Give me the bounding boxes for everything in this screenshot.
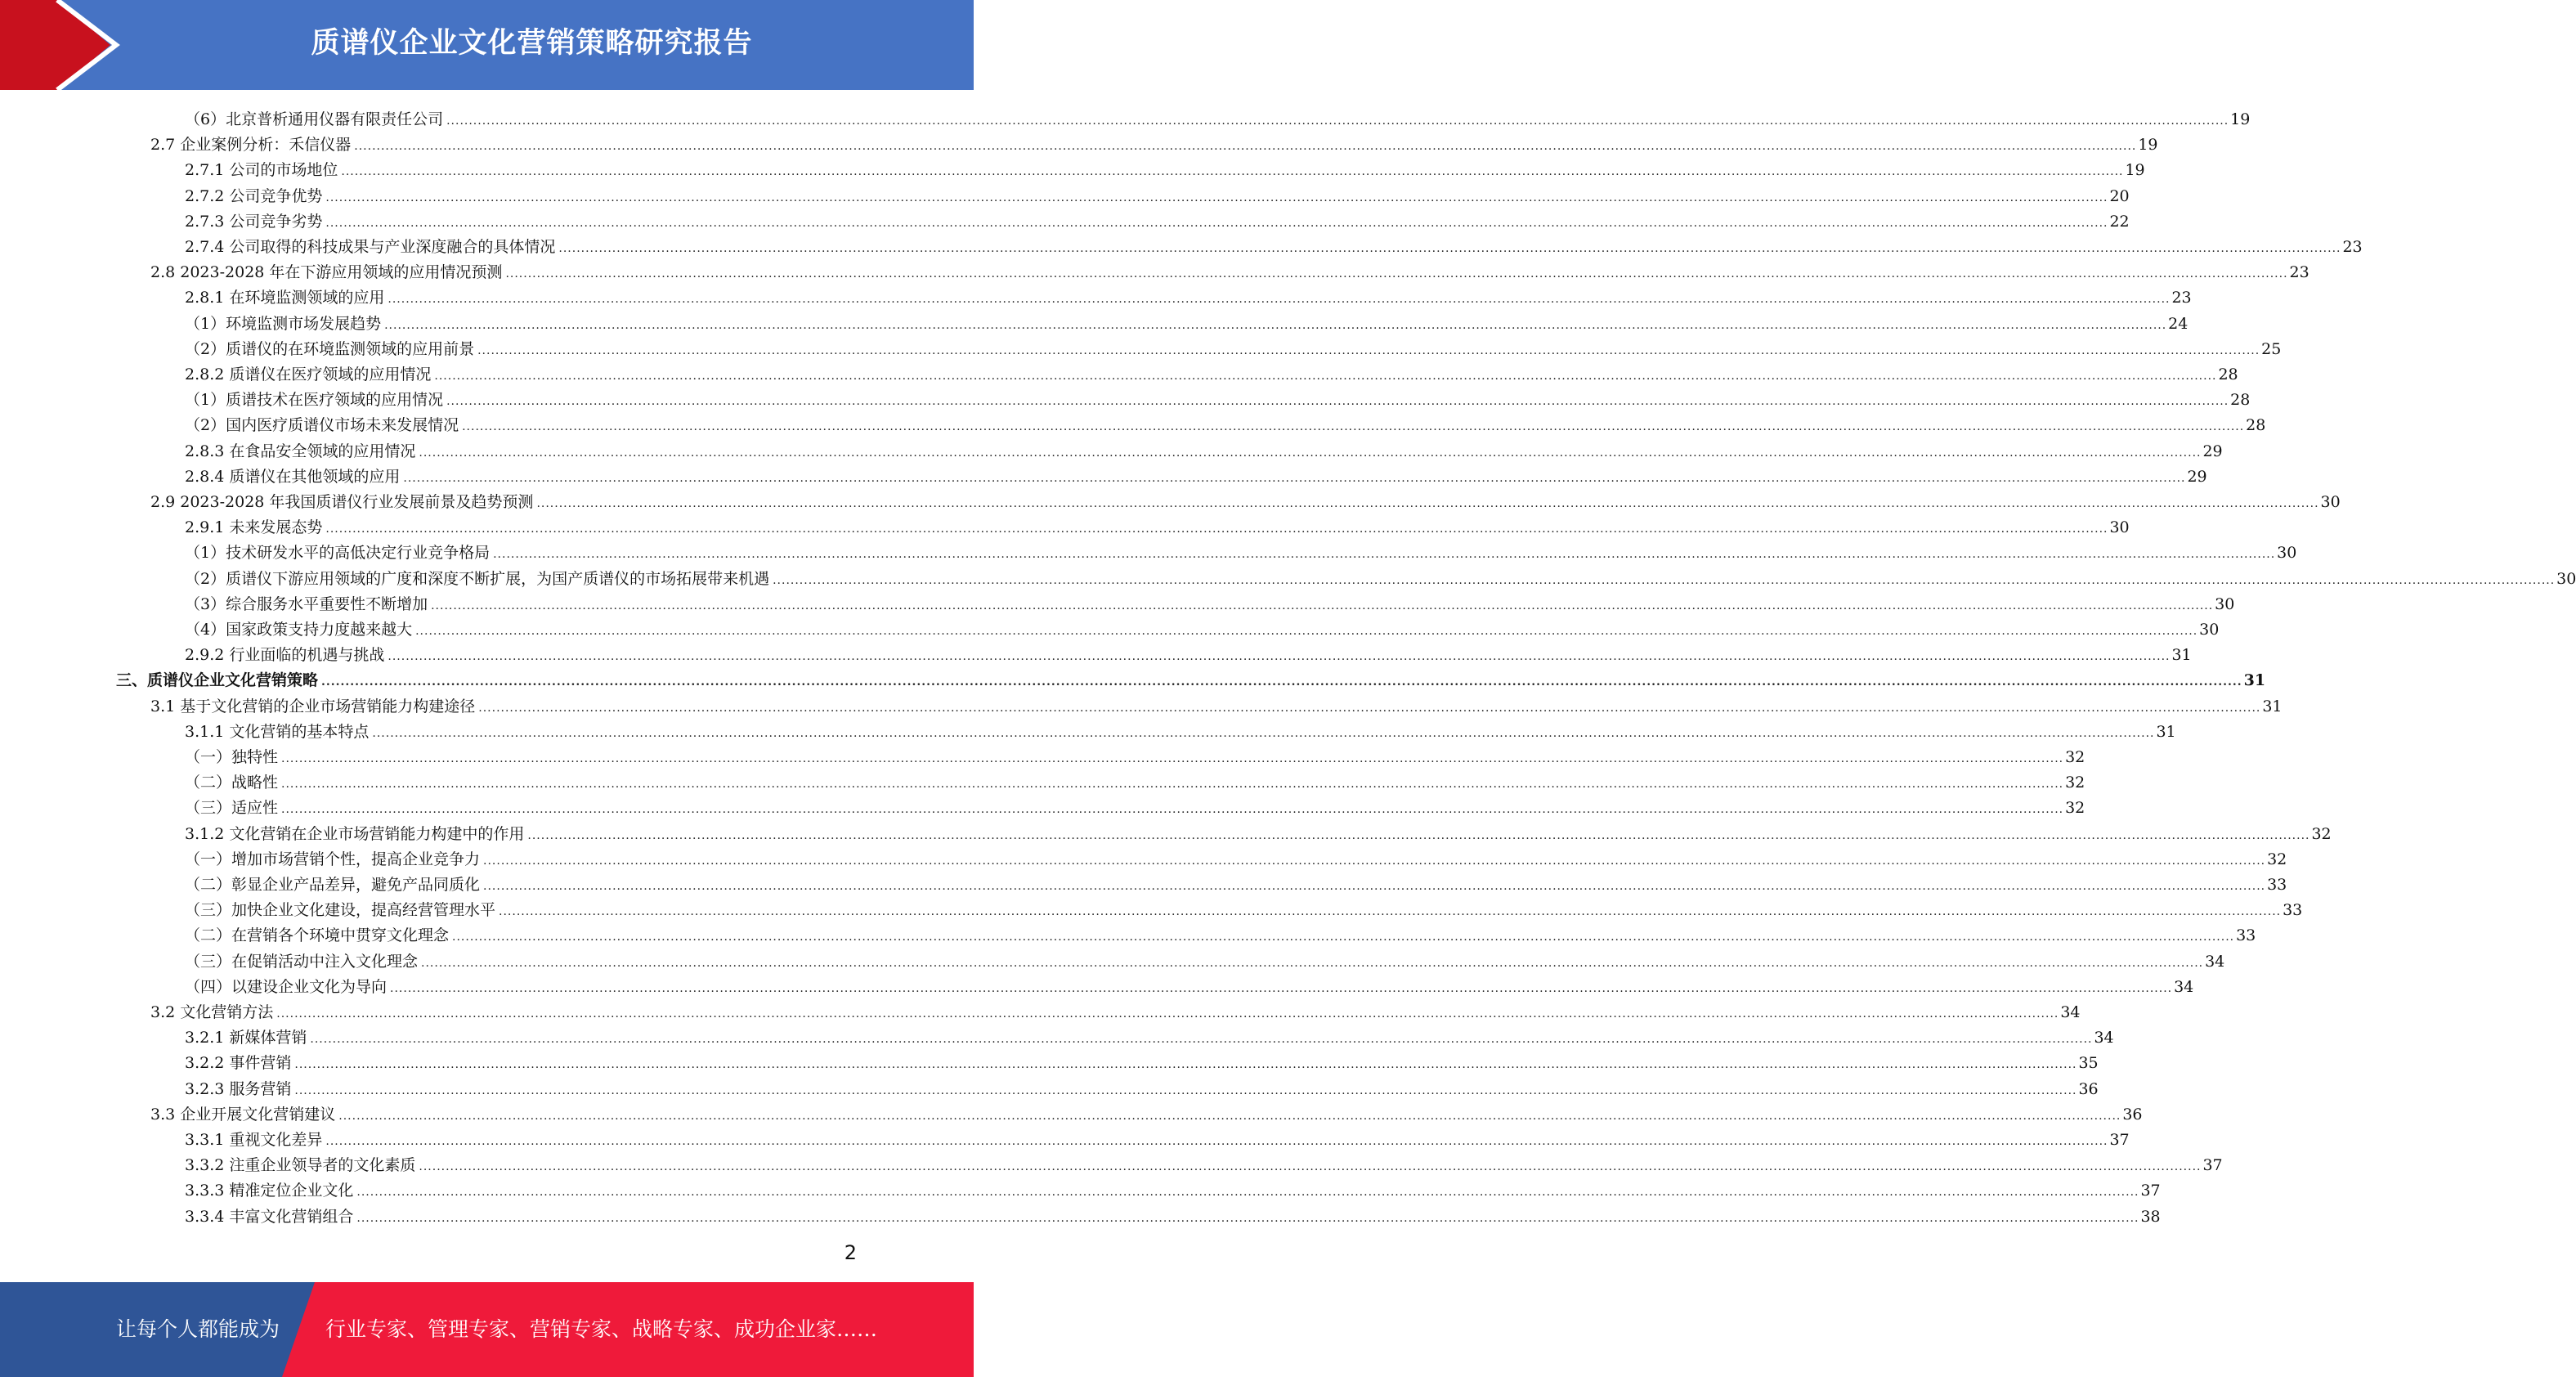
- toc-entry-page: 30: [2556, 569, 2576, 588]
- toc-entry-label: 2.7.2 公司竞争优势: [185, 187, 325, 205]
- toc-entry-page: 23: [2171, 289, 2192, 307]
- toc-entry[interactable]: [185, 383, 2251, 410]
- toc-entry[interactable]: [185, 1124, 2130, 1149]
- toc-entry[interactable]: [185, 154, 2145, 180]
- toc-entry-label: 2.7 企业案例分析：禾信仪器: [150, 136, 354, 154]
- toc-entry-page: 37: [2140, 1182, 2161, 1200]
- toc-entry-label: 3.3.1 重视文化差异: [185, 1131, 325, 1149]
- toc-entry-label: （一）增加市场营销个性，提高企业竞争力: [185, 850, 483, 868]
- toc-entry[interactable]: [185, 307, 2188, 333]
- toc-entry[interactable]: [185, 435, 2223, 460]
- toc-entry-page: 32: [2267, 850, 2287, 868]
- toc-entry-page: 34: [2094, 1029, 2114, 1047]
- toc-entry-page: 31: [2262, 697, 2283, 715]
- toc-entry-label: 2.7.1 公司的市场地位: [185, 161, 341, 179]
- toc-entry[interactable]: [185, 868, 2287, 894]
- toc-entry-page: 24: [2168, 314, 2188, 333]
- report-title: 质谱仪企业文化营销策略研究报告: [311, 27, 753, 60]
- toc-leader-dots: ................................................................................................................................................................................................................................................................................................................................................................................................................: [294, 1058, 2077, 1072]
- toc-entry[interactable]: [185, 1149, 2223, 1175]
- toc-leader-dots: ................................................................................................................................................................................................................................................................................................................................................................................................................: [403, 471, 2186, 485]
- toc-entry-label: 3.3.3 精准定位企业文化: [185, 1182, 356, 1200]
- toc-entry-label: 2.8.1 在环境监测领域的应用: [185, 289, 388, 307]
- toc-entry[interactable]: [185, 231, 2363, 256]
- toc-entry[interactable]: [185, 511, 2130, 537]
- toc-entry[interactable]: [116, 664, 2266, 690]
- toc-entry-page: 30: [2277, 544, 2297, 563]
- toc-entry-page: 29: [2187, 467, 2207, 486]
- toc-entry[interactable]: [185, 563, 2576, 588]
- toc-entry-page: 22: [2109, 212, 2130, 231]
- toc-entry-label: （三）加快企业文化建设，提高经营管理水平: [185, 901, 499, 919]
- toc-leader-dots: ................................................................................................................................................................................................................................................................................................................................................................................................................: [325, 523, 2108, 536]
- toc-entry-page: 32: [2065, 748, 2085, 766]
- toc-entry-page: 37: [2109, 1131, 2130, 1149]
- toc-leader-dots: ................................................................................................................................................................................................................................................................................................................................................................................................................: [356, 1186, 2139, 1200]
- toc-entry-label: （2）质谱仪下游应用领域的广度和深度不断扩展，为国产质谱仪的市场拓展带来机遇: [185, 570, 773, 588]
- toc-leader-dots: ................................................................................................................................................................................................................................................................................................................................................................................................................: [388, 293, 2171, 307]
- toc-entry-label: 2.9.2 行业面临的机遇与挑战: [185, 646, 388, 664]
- toc-entry-page: 23: [2342, 238, 2363, 256]
- toc-entry[interactable]: [185, 103, 2251, 128]
- toc-entry-page: 19: [2125, 161, 2145, 180]
- toc-entry-label: 3.2.2 事件营销: [185, 1054, 294, 1072]
- toc-entry[interactable]: [150, 690, 2283, 715]
- toc-entry-label: 3.1 基于文化营销的企业市场营销能力构建途径: [150, 697, 478, 715]
- toc-entry-page: 31: [2156, 722, 2176, 741]
- toc-leader-dots: ................................................................................................................................................................................................................................................................................................................................................................................................................: [281, 778, 2064, 792]
- toc-entry-page: 34: [2205, 952, 2225, 971]
- toc-entry-page: 29: [2202, 442, 2223, 460]
- toc-entry-label: （二）彰显企业产品差异，避免产品同质化: [185, 876, 483, 894]
- toc-entry-page: 28: [2246, 416, 2266, 435]
- toc-leader-dots: ................................................................................................................................................................................................................................................................................................................................................................................................................: [281, 752, 2064, 765]
- toc-entry[interactable]: [150, 1098, 2143, 1124]
- toc-entry[interactable]: [185, 1047, 2099, 1073]
- toc-entry[interactable]: [185, 536, 2297, 563]
- toc-entry-page: 30: [2215, 594, 2235, 613]
- toc-entry-page: 30: [2109, 518, 2130, 537]
- toc-entry[interactable]: [185, 205, 2130, 231]
- toc-leader-dots: ................................................................................................................................................................................................................................................................................................................................................................................................................: [388, 650, 2171, 664]
- toc-entry[interactable]: [185, 792, 2085, 818]
- toc-entry-page: 35: [2078, 1054, 2099, 1073]
- toc-entry-page: 32: [2065, 799, 2085, 818]
- toc-leader-dots: ................................................................................................................................................................................................................................................................................................................................................................................................................: [325, 1135, 2108, 1148]
- toc-leader-dots: ................................................................................................................................................................................................................................................................................................................................................................................................................: [483, 880, 2266, 893]
- toc-entry[interactable]: [185, 281, 2192, 307]
- toc-entry[interactable]: [150, 128, 2158, 155]
- toc-entry[interactable]: [185, 460, 2207, 486]
- toc-entry-label: 三、质谱仪企业文化营销策略: [116, 671, 321, 689]
- toc-entry[interactable]: [185, 741, 2085, 766]
- toc-entry-label: （四）以建设企业文化为导向: [185, 978, 390, 996]
- toc-entry-label: 2.8.4 质谱仪在其他领域的应用: [185, 468, 403, 486]
- toc-entry-page: 33: [2236, 926, 2256, 945]
- toc-entry[interactable]: [185, 613, 2220, 639]
- footer-slogan-left: 让每个人都能成为: [116, 1317, 280, 1341]
- toc-entry-label: 3.2 文化营销方法: [150, 1003, 276, 1021]
- page-header: [0, 0, 974, 90]
- toc-entry-page: 33: [2283, 901, 2303, 920]
- toc-entry-page: 28: [2218, 366, 2238, 383]
- toc-entry-label: 2.8.2 质谱仪在医疗领域的应用情况: [185, 366, 434, 383]
- toc-leader-dots: ................................................................................................................................................................................................................................................................................................................................................................................................................: [446, 395, 2229, 409]
- toc-entry-label: 3.1.2 文化营销在企业市场营销能力构建中的作用: [185, 825, 527, 843]
- toc-entry[interactable]: [185, 894, 2303, 920]
- toc-leader-dots: ................................................................................................................................................................................................................................................................................................................................................................................................................: [452, 931, 2235, 944]
- toc-entry-label: 2.8 2023-2028 年在下游应用领域的应用情况预测: [150, 263, 505, 281]
- toc-leader-dots: ................................................................................................................................................................................................................................................................................................................................................................................................................: [372, 726, 2155, 740]
- toc-entry-label: 3.2.1 新媒体营销: [185, 1029, 310, 1047]
- toc-leader-dots: ................................................................................................................................................................................................................................................................................................................................................................................................................: [462, 420, 2245, 434]
- toc-entry[interactable]: [185, 971, 2194, 996]
- toc-leader-dots: ................................................................................................................................................................................................................................................................................................................................................................................................................: [325, 191, 2108, 204]
- toc-entry-label: （1）环境监测市场发展趋势: [185, 315, 384, 333]
- toc-leader-dots: ................................................................................................................................................................................................................................................................................................................................................................................................................: [558, 242, 2341, 255]
- toc-entry-page: 28: [2230, 391, 2251, 410]
- toc-entry-label: 2.7.3 公司竞争劣势: [185, 213, 325, 231]
- toc-leader-dots: ................................................................................................................................................................................................................................................................................................................................................................................................................: [281, 803, 2064, 817]
- toc-entry-label: （2）国内医疗质谱仪市场未来发展情况: [185, 416, 462, 434]
- toc-leader-dots: ................................................................................................................................................................................................................................................................................................................................................................................................................: [294, 1083, 2077, 1097]
- toc-entry-label: 2.9 2023-2028 年我国质谱仪行业发展前景及趋势预测: [150, 493, 536, 511]
- toc-entry-page: 31: [2171, 646, 2192, 665]
- toc-leader-dots: ................................................................................................................................................................................................................................................................................................................................................................................................................: [434, 370, 2217, 383]
- toc-entry[interactable]: [185, 1200, 2161, 1226]
- toc-entry-label: （三）适应性: [185, 799, 281, 817]
- toc-leader-dots: ................................................................................................................................................................................................................................................................................................................................................................................................................: [493, 548, 2276, 562]
- toc-entry-label: （2）质谱仪的在环境监测领域的应用前景: [185, 340, 477, 358]
- toc-leader-dots: ................................................................................................................................................................................................................................................................................................................................................................................................................: [321, 675, 2242, 689]
- toc-leader-dots: ................................................................................................................................................................................................................................................................................................................................................................................................................: [356, 1211, 2139, 1225]
- toc-leader-dots: ................................................................................................................................................................................................................................................................................................................................................................................................................: [527, 828, 2310, 842]
- toc-entry[interactable]: [185, 409, 2266, 435]
- toc-leader-dots: ................................................................................................................................................................................................................................................................................................................................................................................................................: [505, 267, 2288, 281]
- toc-entry-page: 25: [2261, 339, 2282, 358]
- toc-entry-page: 37: [2202, 1156, 2223, 1175]
- toc-entry[interactable]: [185, 843, 2287, 868]
- toc-leader-dots: ................................................................................................................................................................................................................................................................................................................................................................................................................: [341, 165, 2124, 179]
- toc-leader-dots: ................................................................................................................................................................................................................................................................................................................................................................................................................: [415, 625, 2198, 638]
- toc-entry-page: 34: [2060, 1003, 2081, 1021]
- toc-entry-page: 30: [2320, 493, 2341, 511]
- toc-leader-dots: ................................................................................................................................................................................................................................................................................................................................................................................................................: [478, 701, 2261, 715]
- toc-entry-label: 2.9.1 未来发展态势: [185, 518, 325, 536]
- toc-entry-label: （三）在促销活动中注入文化理念: [185, 953, 421, 971]
- toc-leader-dots: ................................................................................................................................................................................................................................................................................................................................................................................................................: [419, 1160, 2202, 1174]
- toc-entry-label: （1）质谱技术在医疗领域的应用情况: [185, 391, 446, 409]
- toc-entry[interactable]: [185, 358, 2238, 383]
- toc-leader-dots: ................................................................................................................................................................................................................................................................................................................................................................................................................: [354, 140, 2137, 154]
- toc-entry[interactable]: [185, 945, 2225, 971]
- toc-entry-page: 23: [2289, 263, 2309, 282]
- toc-leader-dots: ................................................................................................................................................................................................................................................................................................................................................................................................................: [325, 216, 2108, 230]
- toc-entry-page: 38: [2140, 1207, 2161, 1226]
- toc-entry-label: （3）综合服务水平重要性不断增加: [185, 595, 431, 613]
- toc-entry[interactable]: [185, 1073, 2099, 1098]
- toc-leader-dots: ................................................................................................................................................................................................................................................................................................................................................................................................................: [446, 114, 2229, 128]
- toc-entry-page: 32: [2311, 824, 2332, 843]
- toc-leader-dots: ................................................................................................................................................................................................................................................................................................................................................................................................................: [477, 343, 2260, 357]
- toc-entry-page: 19: [2138, 136, 2158, 155]
- toc-leader-dots: ................................................................................................................................................................................................................................................................................................................................................................................................................: [390, 981, 2173, 995]
- toc-entry-label: （二）在营销各个环境中贯穿文化理念: [185, 926, 452, 944]
- toc-entry-label: （二）战略性: [185, 774, 281, 792]
- toc-entry[interactable]: [185, 1021, 2114, 1047]
- footer-slogan-right: 行业专家、管理专家、营销专家、战略专家、成功企业家……: [325, 1317, 878, 1341]
- toc-entry[interactable]: [150, 256, 2309, 282]
- toc-entry-label: 2.7.4 公司取得的科技成果与产业深度融合的具体情况: [185, 238, 558, 256]
- toc-entry[interactable]: [185, 715, 2176, 741]
- toc-entry[interactable]: [185, 919, 2256, 945]
- page-footer: [0, 1282, 974, 1377]
- toc-entry[interactable]: [185, 818, 2332, 843]
- toc-entry-label: （1）技术研发水平的高低决定行业竞争格局: [185, 544, 493, 562]
- toc-entry-page: 31: [2243, 671, 2266, 690]
- toc-entry[interactable]: [185, 639, 2192, 665]
- toc-entry-page: 20: [2109, 186, 2130, 205]
- toc-entry-label: 3.3.2 注重企业领导者的文化素质: [185, 1156, 419, 1174]
- toc-entry-page: 36: [2078, 1079, 2099, 1098]
- toc-entry-page: 33: [2267, 876, 2287, 894]
- toc-leader-dots: ................................................................................................................................................................................................................................................................................................................................................................................................................: [431, 599, 2214, 612]
- toc-entry-page: 34: [2174, 977, 2194, 996]
- toc-leader-dots: ................................................................................................................................................................................................................................................................................................................................................................................................................: [310, 1033, 2093, 1047]
- toc-entry-label: 2.8.3 在食品安全领域的应用情况: [185, 442, 419, 460]
- toc-entry[interactable]: [150, 996, 2081, 1021]
- toc-entry[interactable]: [185, 333, 2282, 358]
- toc-entry-page: 32: [2065, 774, 2085, 792]
- toc-entry-label: 3.2.3 服务营销: [185, 1080, 294, 1098]
- toc-leader-dots: ................................................................................................................................................................................................................................................................................................................................................................................................................: [499, 905, 2282, 919]
- toc-leader-dots: ................................................................................................................................................................................................................................................................................................................................................................................................................: [338, 1109, 2121, 1123]
- toc-entry[interactable]: [185, 588, 2235, 613]
- toc-leader-dots: ................................................................................................................................................................................................................................................................................................................................................................................................................: [536, 497, 2319, 510]
- toc-leader-dots: ................................................................................................................................................................................................................................................................................................................................................................................................................: [483, 854, 2266, 868]
- toc-entry-page: 30: [2199, 621, 2220, 639]
- header-arrow-decoration: [0, 0, 131, 90]
- toc-entry[interactable]: [185, 1174, 2161, 1200]
- toc-leader-dots: ................................................................................................................................................................................................................................................................................................................................................................................................................: [421, 956, 2204, 970]
- toc-leader-dots: ................................................................................................................................................................................................................................................................................................................................................................................................................: [276, 1007, 2059, 1020]
- toc-entry-page: 19: [2230, 110, 2251, 128]
- toc-entry-label: （6）北京普析通用仪器有限责任公司: [185, 110, 446, 128]
- toc-entry-label: 3.3 企业开展文化营销建议: [150, 1106, 338, 1124]
- toc-entry-label: 3.3.4 丰富文化营销组合: [185, 1208, 356, 1226]
- toc-entry[interactable]: [185, 180, 2130, 205]
- toc-leader-dots: ................................................................................................................................................................................................................................................................................................................................................................................................................: [419, 446, 2202, 460]
- toc-entry[interactable]: [150, 486, 2341, 511]
- toc-entry-label: （一）独特性: [185, 748, 281, 766]
- toc-entry[interactable]: [185, 766, 2085, 792]
- toc-leader-dots: ................................................................................................................................................................................................................................................................................................................................................................................................................: [384, 318, 2167, 332]
- toc-entry-page: 36: [2122, 1105, 2143, 1124]
- page-number: 2: [844, 1241, 857, 1264]
- toc-entry-label: 3.1.1 文化营销的基本特点: [185, 723, 372, 741]
- toc-entry-label: （4）国家政策支持力度越来越大: [185, 621, 415, 639]
- toc-leader-dots: ................................................................................................................................................................................................................................................................................................................................................................................................................: [773, 573, 2556, 587]
